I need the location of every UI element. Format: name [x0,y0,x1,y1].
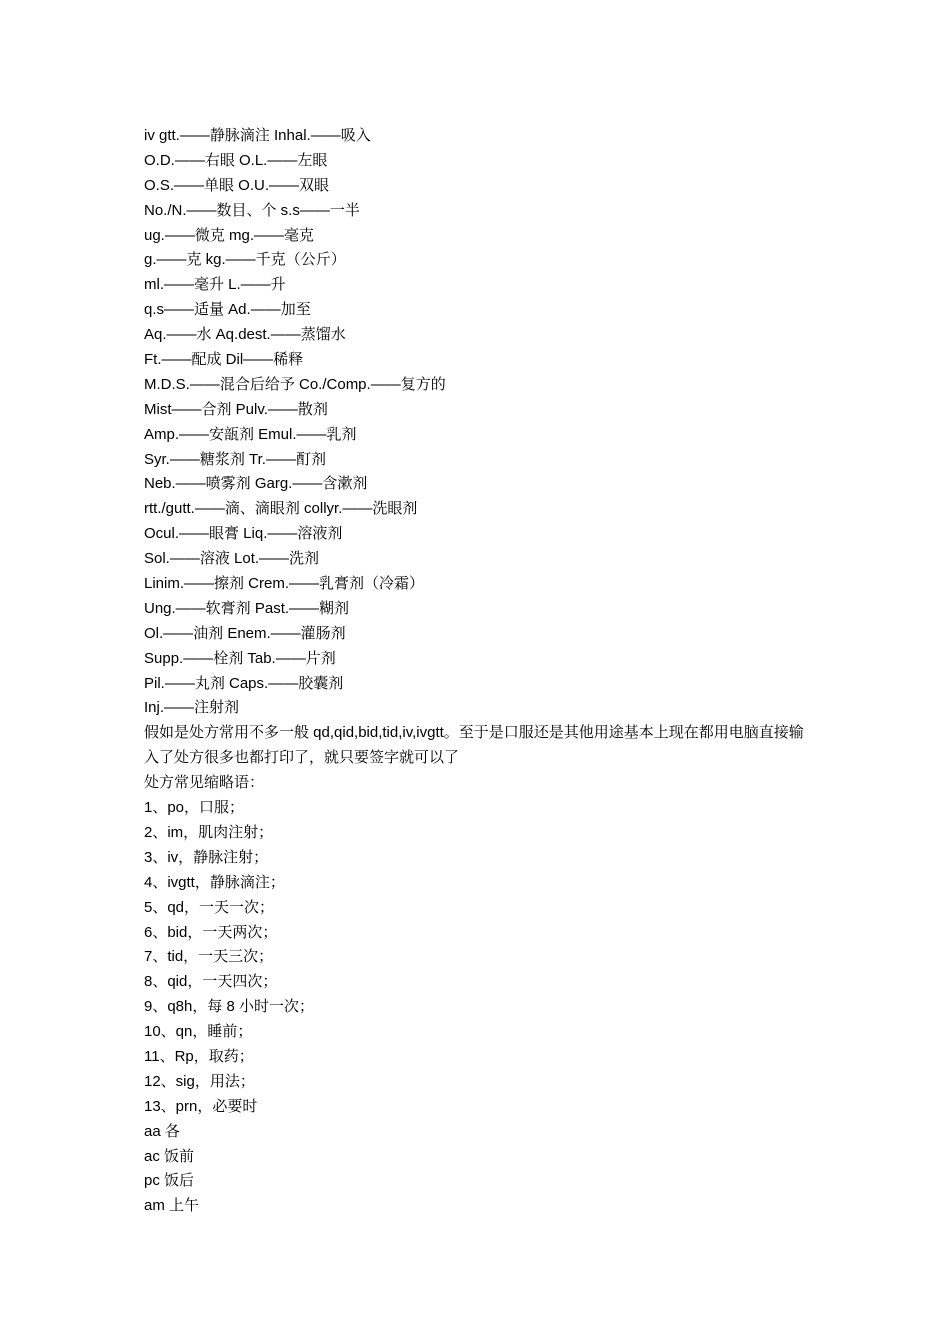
abbr-line: Linim.——擦剂 Crem.——乳膏剂（冷霜） [144,575,425,593]
numbered-item: 12、sig，用法； [144,1072,255,1090]
numbered-item: 9、q8h，每 8 小时一次； [144,998,315,1016]
numbered-item: 7、tid，一天三次； [144,948,274,966]
abbr-line: Ocul.——眼膏 Liq.——溶液剂 [144,525,343,543]
numbered-item: 11、Rp，取药； [144,1047,254,1065]
abbr-line: Syr.——糖浆剂 Tr.——酊剂 [144,450,326,468]
abbr-line: pc 饭后 [144,1172,195,1190]
body-paragraph: 假如是处方常用不多一般 qd,qid,bid,tid,iv,ivgtt。至于是口服还是其他用途基本上现在都用电脑直接输入了处方很多也都打印了，就只要签字就可以了 [144,724,804,767]
numbered-item: 1、po，口服； [144,799,245,817]
abbr-line: No./N.——数目、个 s.s——一半 [144,201,360,219]
abbr-line: Ung.——软膏剂 Past.——糊剂 [144,599,350,617]
abbr-line: q.s——适量 Ad.——加至 [144,301,311,319]
numbered-item: 6、bid，一天两次； [144,923,278,941]
abbr-line: ac 饭前 [144,1147,195,1165]
numbered-item: 3、iv，静脉注射； [144,848,269,866]
abbr-line: g.——克 kg.——千克（公斤） [144,251,346,269]
numbered-item: 4、ivgtt，静脉滴注； [144,873,285,891]
abbr-line: am 上午 [144,1197,200,1215]
numbered-item: 10、qn，睡前； [144,1023,253,1041]
abbr-line: rtt./gutt.——滴、滴眼剂 collyr.——洗眼剂 [144,500,418,518]
abbr-line: Ft.——配成 Dil——稀释 [144,351,304,369]
abbr-line: Supp.——栓剂 Tab.——片剂 [144,649,336,667]
abbr-line: Aq.——水 Aq.dest.——蒸馏水 [144,326,346,344]
abbr-line: O.S.——单眼 O.U.——双眼 [144,176,330,194]
abbr-line: aa 各 [144,1122,180,1140]
document-body [144,124,814,1219]
abbr-line: Sol.——溶液 Lot.——洗剂 [144,550,320,568]
abbr-line: M.D.S.——混合后给予 Co./Comp.——复方的 [144,375,446,393]
abbr-line: Ol.——油剂 Enem.——灌肠剂 [144,624,346,642]
abbr-line: ml.——毫升 L.——升 [144,276,286,294]
abbr-line: Inj.——注射剂 [144,699,240,717]
numbered-item: 5、qd，一天一次； [144,898,275,916]
abbr-line: Mist——合剂 Pulv.——散剂 [144,400,328,418]
abbr-line: Pil.——丸剂 Caps.——胶囊剂 [144,674,344,692]
abbr-line: ug.——微克 mg.——毫克 [144,226,315,244]
section-heading: 处方常见缩略语： [144,774,265,792]
abbr-line: Neb.——喷雾剂 Garg.——含漱剂 [144,475,368,493]
abbr-line: O.D.——右眼 O.L.——左眼 [144,151,328,169]
numbered-item: 2、im，肌肉注射； [144,823,274,841]
numbered-item: 8、qid，一天四次； [144,973,278,991]
abbr-line: Amp.——安瓿剂 Emul.——乳剂 [144,425,357,443]
abbr-line: iv gtt.——静脉滴注 Inhal.——吸入 [144,127,371,144]
numbered-item: 13、prn，必要时 [144,1097,258,1115]
